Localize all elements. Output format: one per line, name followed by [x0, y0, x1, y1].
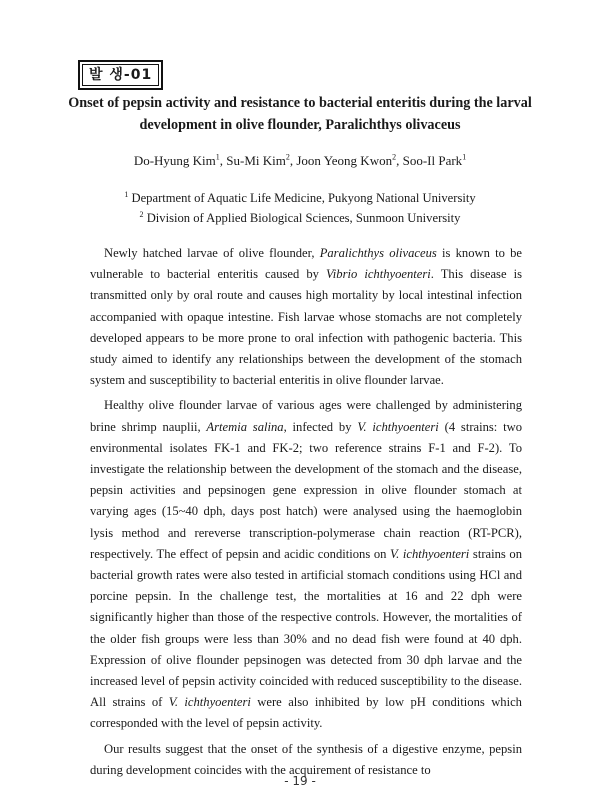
author: Soo-Il Park$^1$ — [402, 152, 467, 168]
affiliation: $^1$ Department of Aquatic Life Medicine, Pukyong National University — [124, 189, 476, 205]
abstract-body — [90, 243, 522, 781]
author: Joon Yeong Kwon$^2$ — [296, 152, 397, 168]
session-badge-label: 발 생-01 — [82, 64, 159, 86]
session-badge — [78, 60, 163, 90]
author: Su-Mi Kim$^2$ — [226, 152, 290, 168]
affiliation-list — [60, 188, 540, 228]
author: Do-Hyung Kim$^1$ — [133, 152, 220, 168]
paper-title: Onset of pepsin activity and resistance to bacterial enteritis during the larval development in olive flounder, Paralichthys olivaceus — [68, 95, 532, 133]
page-number: - 19 - — [284, 774, 316, 788]
author-list: Do-Hyung Kim$^1$, Su-Mi Kim$^2$, Joon Yeong Kwon$^2$, Soo-Il Park$^1$ — [133, 152, 467, 168]
paragraph: Newly hatched larvae of olive flounder, Paralichthys olivaceus is known to be vulnerable to bacterial enteritis caused by Vibrio ichthyoenteri. This disease is transmitted only by oral route and causes high mortality by local intestinal infection accompanied with opaque intestine. Fish larvae whose stomachs are not completely developed appears to be more prone to oral infection with pathogenic bacteria. This study aimed to identify any relationships between the development of the stomach system and susceptibility to bacterial enteritis in olive flounder larvae. — [90, 246, 522, 388]
paragraph: Our results suggest that the onset of the synthesis of a digestive enzyme, pepsin during development coincides with the acquirement of resistance to — [90, 741, 522, 777]
affiliation: $^2$ Division of Applied Biological Sciences, Sunmoon University — [139, 209, 461, 225]
paragraph: Healthy olive flounder larvae of various ages were challenged by administering brine shrimp nauplii, Artemia salina, infected by V. ichthyoenteri (4 strains: two environmental isolates FK-1 and FK-2; two reference strains F-1 and F-2). To investigate the relationship between the development of the stomach and the disease, pepsin activities and pepsinogen gene expression in olive flounder stomach at varying ages (15~40 dph, days post hatch) were analysed using the haemoglobin lysis method and rereverse transcription-polymerase chain reaction (RT-PCR), respectively. The effect of pepsin and acidic conditions on V. ichthyoenteri strains on bacterial growth rates were also tested in artificial stomach conditions using HCl and porcine pepsin. In the challenge test, the mortalities at 16 and 22 dph were significantly higher than those of the respective controls. However, the mortalities of the older fish groups were less than 30% and no dead fish were found at 40 dph. Expression of olive flounder pepsinogen was detected from 30 dph larvae and the increased level of pepsin activity coincided with reduced susceptibility to the disease. All strains of V. ichthyoenteri were also inhibited by low pH conditions which corresponded with the level of pepsin activity. — [90, 398, 522, 731]
